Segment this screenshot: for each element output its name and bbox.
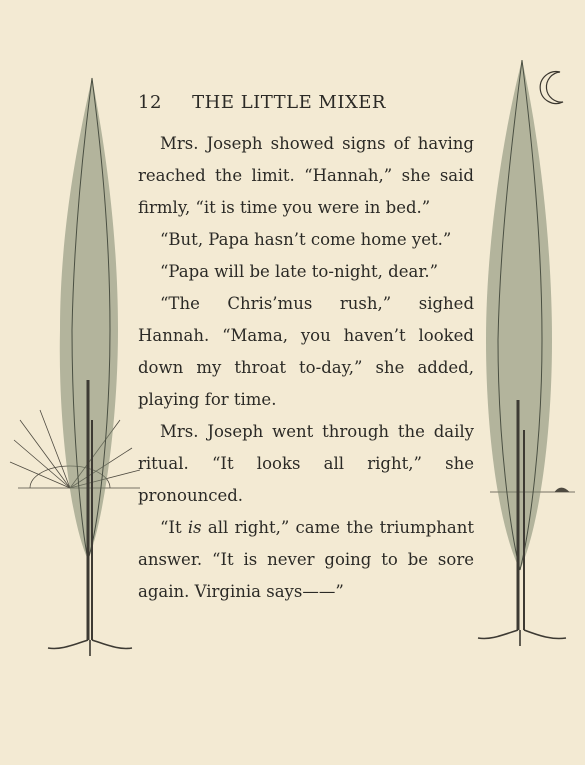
paragraph-text: “It bbox=[160, 518, 188, 537]
paragraph: Mrs. Joseph went through the daily ritual. “It looks all right,” she pronounced. bbox=[138, 422, 474, 505]
body-text bbox=[138, 128, 474, 608]
paragraph: “The Chris’mus rush,” sighed Hannah. “Mama, you haven’t looked down my throat to-day,” she added, playing for time. bbox=[138, 294, 474, 409]
running-head bbox=[138, 92, 474, 113]
emphasis-text: is bbox=[187, 518, 202, 537]
left-poplar-tree bbox=[48, 78, 132, 656]
book-title: THE LITTLE MIXER bbox=[192, 92, 386, 113]
paragraph-text: all right,” came the triumphant answer. “It is never going to be sore again. Virginia says——” bbox=[138, 518, 474, 601]
paragraph bbox=[138, 512, 474, 608]
right-poplar-tree bbox=[478, 60, 566, 646]
paragraph: “Papa will be late to-night, dear.” bbox=[160, 262, 439, 281]
page-number: 12 bbox=[138, 92, 162, 113]
paragraph: Mrs. Joseph showed signs of having reached the limit. “Hannah,” she said firmly, “it is time you were in bed.” bbox=[138, 134, 474, 217]
crescent-moon-icon bbox=[540, 72, 563, 104]
paragraph: “But, Papa hasn’t come home yet.” bbox=[160, 230, 452, 249]
